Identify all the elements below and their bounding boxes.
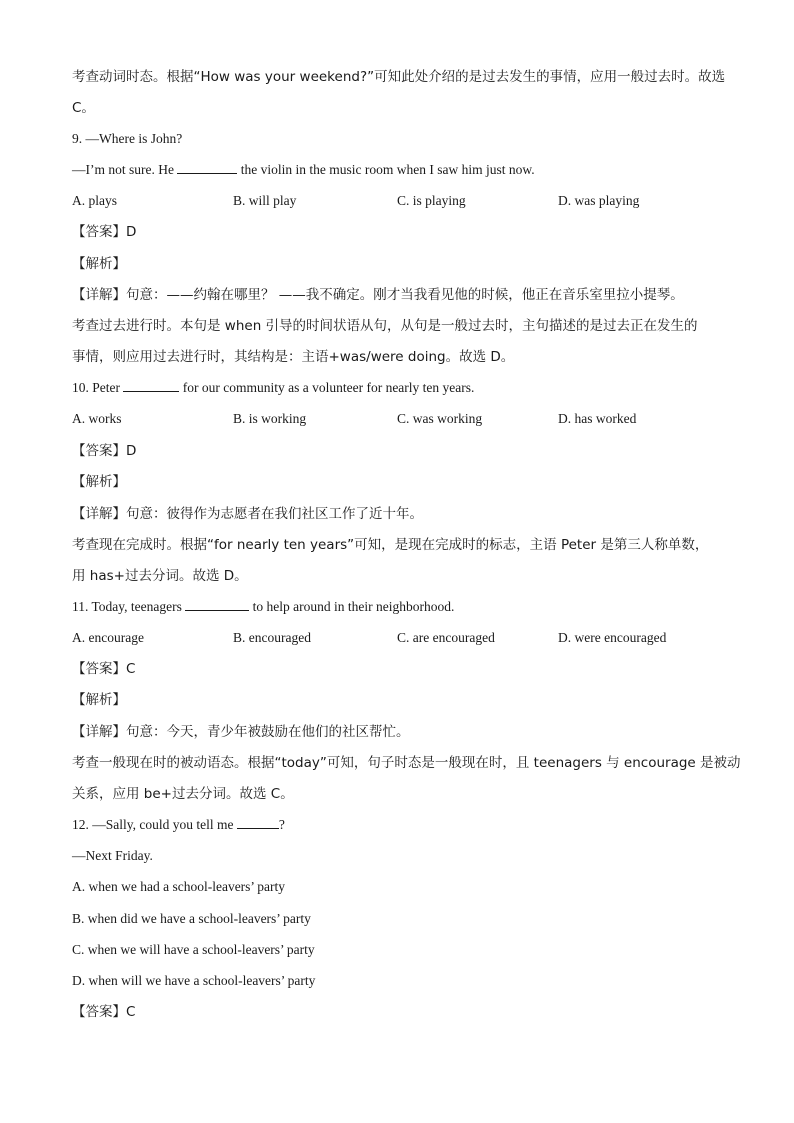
explanation-text: 用 has+过去分词。故选 D。: [72, 568, 248, 584]
question-10-stem: [72, 379, 722, 397]
text-line: 考查动词时态。根据“How was your weekend?”可知此处介绍的是过去发生的事情，应用一般过去时。故选: [72, 69, 726, 85]
detail-text: 【详解】句意：彼得作为志愿者在我们社区工作了近十年。: [72, 506, 423, 522]
option-a: A. plays: [72, 193, 117, 208]
answer-label: 【答案】C: [72, 661, 136, 677]
text-segment: ?: [278, 817, 285, 832]
analysis-label: 【解析】: [72, 474, 126, 490]
option-d: D. was playing: [558, 193, 640, 208]
option-a: A. works: [72, 411, 122, 426]
explanation-text: 考查一般现在时的被动语态。根据“today”可知，句子时态是一般现在时，且 teenagers 与 encourage 是被动: [72, 755, 741, 771]
option-b: B. will play: [233, 193, 297, 208]
text-segment: the violin in the music room when I saw him just now.: [237, 162, 535, 177]
text-segment: —I’m not sure. He: [72, 162, 178, 177]
text-segment: for our community as a volunteer for nearly ten years.: [179, 380, 475, 395]
question-12-line2: —Next Friday.: [72, 848, 153, 863]
question-9-stem: 9. —Where is John?: [72, 131, 183, 146]
detail-text: 【详解】句意：——约翰在哪里？ ——我不确定。刚才当我看见他的时候，他正在音乐室里拉小提琴。: [72, 287, 684, 303]
option-a: A. when we had a school-leavers’ party: [72, 879, 286, 894]
answer-blank: [177, 161, 237, 174]
answer-blank: [237, 816, 279, 829]
option-b: B. when did we have a school-leavers’ party: [72, 911, 311, 926]
question-11-stem: [72, 598, 722, 616]
option-d: D. when will we have a school-leavers’ party: [72, 973, 316, 988]
option-a: A. encourage: [72, 630, 144, 645]
answer-label: 【答案】D: [72, 443, 137, 459]
answer-blank: [185, 598, 249, 611]
explanation-text: 考查过去进行时。本句是 when 引导的时间状语从句，从句是一般过去时，主句描述的是过去正在发生的: [72, 318, 698, 334]
text-line: C。: [72, 100, 95, 116]
option-b: B. is working: [233, 411, 307, 426]
detail-text: 【详解】句意：今天，青少年被鼓励在他们的社区帮忙。: [72, 724, 410, 740]
analysis-label: 【解析】: [72, 256, 126, 272]
text-segment: 12. —Sally, could you tell me: [72, 817, 237, 832]
text-segment: 11. Today, teenagers: [72, 599, 186, 614]
answer-label: 【答案】C: [72, 1004, 136, 1020]
question-9-line2: [72, 161, 722, 179]
question-12-stem: [72, 816, 722, 834]
option-c: C. is playing: [397, 193, 466, 208]
analysis-label: 【解析】: [72, 692, 126, 708]
option-c: C. was working: [397, 411, 483, 426]
text-segment: to help around in their neighborhood.: [249, 599, 455, 614]
option-c: C. when we will have a school-leavers’ party: [72, 942, 315, 957]
explanation-text: 关系，应用 be+过去分词。故选 C。: [72, 786, 294, 802]
option-d: D. were encouraged: [558, 630, 667, 645]
option-c: C. are encouraged: [397, 630, 495, 645]
option-b: B. encouraged: [233, 630, 311, 645]
answer-blank: [123, 379, 179, 392]
text-segment: 10. Peter: [72, 380, 124, 395]
option-d: D. has worked: [558, 411, 637, 426]
answer-label: 【答案】D: [72, 224, 137, 240]
explanation-text: 事情，则应用过去进行时，其结构是：主语+was/were doing。故选 D。: [72, 349, 515, 365]
explanation-text: 考查现在完成时。根据“for nearly ten years”可知，是现在完成时的标志，主语 Peter 是第三人称单数，: [72, 537, 709, 553]
